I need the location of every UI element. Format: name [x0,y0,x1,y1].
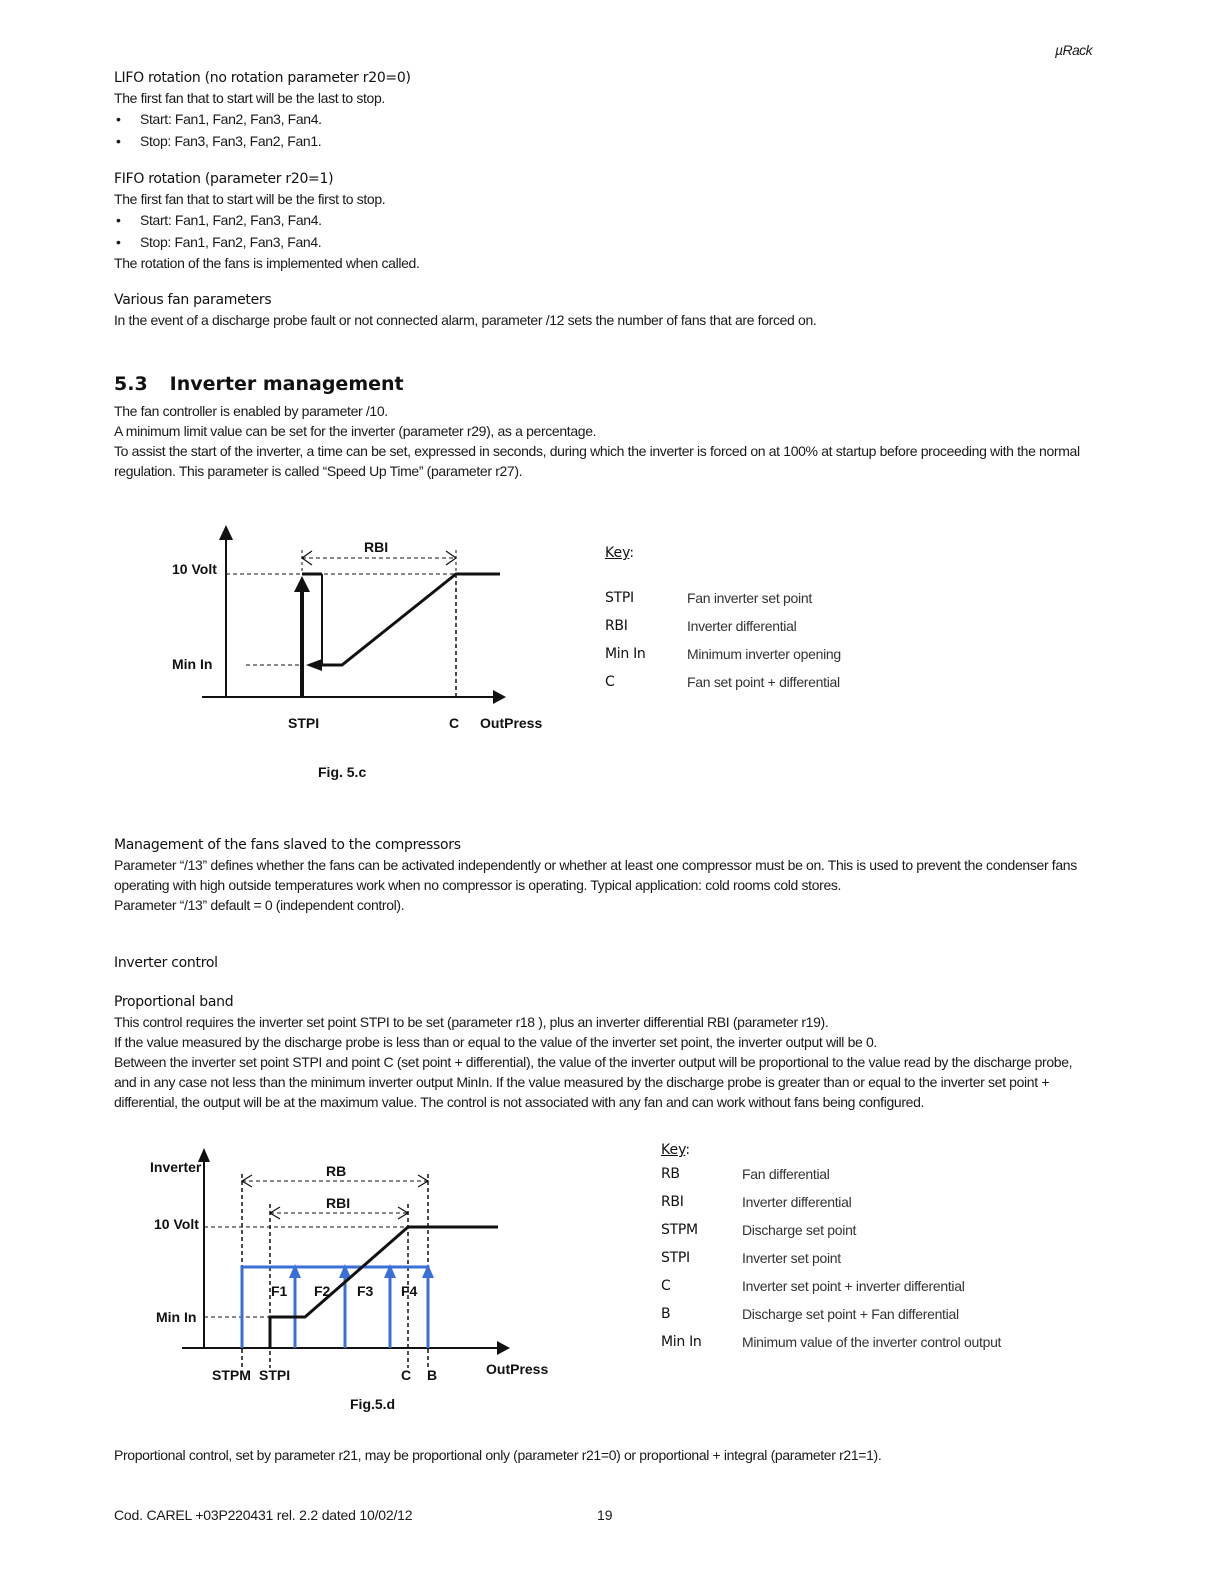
prop-band-line: and in any case not less than the minimum inverter output MinIn. If the value measured by the discharge probe is greater than or equal to the inverter set point + [114,1074,1050,1090]
section-line: A minimum limit value can be set for the inverter (parameter r29), as a percentage. [114,423,597,439]
prop-band-line: If the value measured by the discharge probe is less than or equal to the value of the inverter set point, the inverter output will be 0. [114,1034,877,1050]
y-axis-arrow [219,525,233,540]
lifo-desc: The first fan that to start will be the last to stop. [114,90,385,106]
key-row [605,584,841,612]
prop-band-line: differential, the output will be at the maximum value. The control is not associated with any fan and can work without fans being configured. [114,1094,925,1110]
key-desc: Discharge set point + Fan differential [742,1306,959,1322]
key-desc: Inverter differential [687,618,797,634]
label-c: C [401,1367,412,1383]
various-text: In the event of a discharge probe fault or not connected alarm, parameter /12 sets the number of fans that are forced on. [114,312,817,328]
key-row [605,640,841,668]
startup-arrow-head [294,576,310,592]
key-desc: Minimum value of the inverter control output [742,1334,1002,1350]
slaved-line: operating with high outside temperatures work when no compressor is operating. Typical application: cold rooms cold stores. [114,877,842,893]
lifo-bullet: • Stop: Fan3, Fan3, Fan2, Fan1. [114,130,1114,152]
slaved-title: Management of the fans slaved to the compressors [114,837,461,853]
fig-5c-diagram [160,520,560,740]
section-text [114,401,1104,481]
key-title: Key: [661,1142,691,1158]
header-brand: µRack [1055,42,1092,58]
key-desc: Inverter set point [742,1250,841,1266]
section-number: 5.3 [114,373,148,395]
section-line: regulation. This parameter is called “Speed Up Time” (parameter r27). [114,463,523,479]
label-c: C [449,715,460,731]
key-code: Min In [605,646,646,662]
label-rbi: RBI [326,1195,351,1211]
fifo-bullet: • Start: Fan1, Fan2, Fan3, Fan4. [114,209,1114,231]
key-code: C [605,674,615,690]
key-desc: Inverter set point + inverter differential [742,1278,965,1294]
key-code: B [661,1306,671,1322]
label-f3: F3 [357,1283,374,1299]
lifo-bullet: • Start: Fan1, Fan2, Fan3, Fan4. [114,108,1114,130]
x-axis-arrow [493,690,506,704]
label-volt: 10 Volt [172,561,217,577]
section-heading: Inverter management [169,373,404,395]
key-desc: Inverter differential [742,1194,852,1210]
slaved-block [114,835,1104,915]
key-code: STPI [661,1250,690,1266]
prop-band-line: Between the inverter set point STPI and point C (set point + differential), the value of the inverter output will be proportional to the value read by the discharge probe, [114,1054,1073,1070]
label-outpress: OutPress [480,715,543,731]
fig-5d-diagram [140,1140,560,1390]
prop-band-title: Proportional band [114,994,234,1010]
key-row [661,1188,1001,1216]
key-desc: Discharge set point [742,1222,857,1238]
lifo-title: LIFO rotation (no rotation parameter r20=0) [114,70,411,86]
footer-code: Cod. CAREL +03P220431 rel. 2.2 dated 10/02/12 [114,1507,413,1523]
label-stpm: STPM [212,1367,251,1383]
lifo-block [114,68,1114,152]
key-row [605,612,841,640]
label-stpi: STPI [288,715,320,731]
key-code: STPM [661,1222,698,1238]
fig-5d-caption: Fig.5.d [350,1396,396,1412]
key-row [661,1160,1001,1188]
key-code: RB [661,1166,680,1182]
key-title: Key: [605,545,635,561]
various-title: Various fan parameters [114,292,272,308]
label-f2: F2 [314,1283,331,1299]
key-desc: Minimum inverter opening [687,646,841,662]
label-rb: RB [326,1163,347,1179]
key-row [661,1300,1001,1328]
key-row [661,1244,1001,1272]
key-code: RBI [661,1194,684,1210]
label-f4: F4 [401,1283,418,1299]
fifo-bullet: • Stop: Fan1, Fan2, Fan3, Fan4. [114,231,1114,253]
fig-5d-key [661,1140,1001,1356]
x-axis-arrow [497,1341,510,1355]
drop-arrow-head [306,659,322,671]
fifo-note: The rotation of the fans is implemented when called. [114,255,420,271]
inverter-control-title: Inverter control [114,955,218,971]
key-code: Min In [661,1334,702,1350]
label-volt: 10 Volt [154,1216,199,1232]
label-rbi: RBI [364,539,389,555]
section-line: The fan controller is enabled by parameter /10. [114,403,388,419]
key-code: STPI [605,590,634,606]
section-line: To assist the start of the inverter, a time can be set, expressed in seconds, during which the inverter is forced on at 100% at startup before proceeding with the normal [114,443,1080,459]
inverter-curve [270,1227,498,1348]
footer-page-number: 19 [597,1507,613,1523]
prop-band-line: This control requires the inverter set point STPI to be set (parameter r18 ), plus an inverter differential RBI (parameter r19). [114,1014,829,1030]
label-outpress: OutPress [486,1361,549,1377]
various-block [114,290,1114,330]
key-desc: Fan set point + differential [687,674,840,690]
slaved-line: Parameter “/13” default = 0 (independent control). [114,897,405,913]
key-code: RBI [605,618,628,634]
fig-5c-caption: Fig. 5.c [318,764,367,780]
label-b: B [427,1367,438,1383]
inverter-curve [322,574,500,665]
key-row [661,1328,1001,1356]
label-stpi: STPI [259,1367,291,1383]
label-inverter: Inverter [150,1159,202,1175]
fifo-block [114,169,1114,273]
fifo-title: FIFO rotation (parameter r20=1) [114,171,334,187]
fig-5c-key [605,544,841,696]
label-minin: Min In [172,656,213,672]
fifo-desc: The first fan that to start will be the first to stop. [114,191,386,207]
key-desc: Fan inverter set point [687,590,812,606]
section-title [114,373,404,395]
key-row [661,1216,1001,1244]
key-row [661,1272,1001,1300]
key-desc: Fan differential [742,1166,830,1182]
key-code: C [661,1278,671,1294]
key-row [605,668,841,696]
prop-band-block [114,992,1104,1112]
label-f1: F1 [271,1283,288,1299]
slaved-line: Parameter “/13” defines whether the fans can be activated independently or whether at least one compressor must be on. This is used to prevent the condenser fans [114,857,1077,873]
label-minin: Min In [156,1309,197,1325]
footer-paragraph: Proportional control, set by parameter r21, may be proportional only (parameter r21=0) or proportional + integral (parameter r21=1). [114,1447,882,1463]
